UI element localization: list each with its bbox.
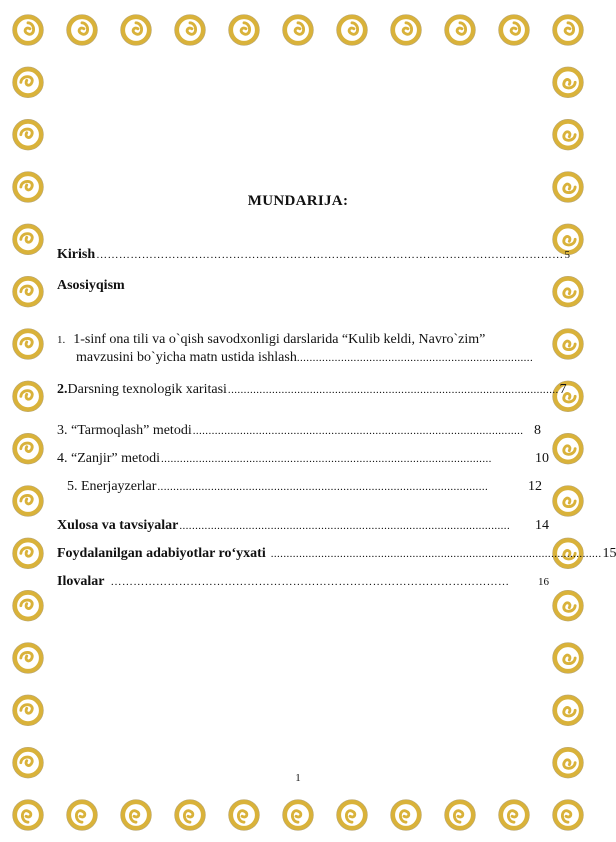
toc-label: Foydalanilgan adabiyotlar ro‘yxati	[57, 546, 266, 561]
border-motif	[13, 67, 43, 97]
toc-number: 2.	[57, 382, 68, 397]
toc-page: 12	[528, 479, 542, 494]
border-motif	[391, 15, 421, 45]
border-motif	[337, 800, 367, 830]
border-motif	[175, 800, 205, 830]
toc-entry-foydalanilgan	[57, 545, 616, 563]
toc-entry-1	[57, 331, 557, 367]
toc-label: Kirish	[57, 247, 96, 262]
page-title: MUNDARIJA:	[247, 193, 349, 209]
border-motif	[121, 800, 151, 830]
toc-page: 16	[538, 576, 549, 588]
toc-label: 3. “Tarmoqlash” metodi	[57, 423, 192, 438]
dot-leader: .........................................................................................................	[192, 425, 524, 437]
toc-page: 10	[535, 451, 549, 466]
border-motif	[13, 591, 43, 621]
toc-label: Xulosa va tavsiyalar	[57, 518, 179, 533]
toc-number: 1.	[57, 334, 66, 346]
border-motif	[553, 486, 583, 516]
border-motif	[229, 15, 259, 45]
border-motif	[13, 277, 43, 307]
border-motif	[283, 15, 313, 45]
dot-leader: ……………………………………………………………………………………………………………	[96, 249, 564, 261]
border-motif	[13, 800, 43, 830]
border-motif	[13, 695, 43, 725]
border-motif	[553, 695, 583, 725]
border-motif	[391, 800, 421, 830]
toc-label: Ilovalar	[57, 574, 105, 589]
toc-entry-xulosa	[57, 517, 549, 535]
border-motif	[499, 800, 529, 830]
border-motif	[283, 800, 313, 830]
border-motif	[13, 381, 43, 411]
border-motif	[229, 800, 259, 830]
border-motif	[13, 329, 43, 359]
border-motif	[553, 120, 583, 150]
border-motif	[553, 67, 583, 97]
toc-entry-5	[67, 478, 542, 496]
border-motif	[67, 800, 97, 830]
border-motif	[13, 486, 43, 516]
toc-entry-4	[57, 450, 549, 468]
toc-label-line1: 1-sinf ona tili va o`qish savodxonligi darslarida “Kulib keldi, Navro`zim”	[73, 332, 486, 347]
toc-page: 8	[534, 423, 541, 438]
toc-label: 4. “Zanjir” metodi	[57, 451, 161, 466]
border-motif	[499, 15, 529, 45]
border-motif	[175, 15, 205, 45]
toc-entry-3	[57, 422, 541, 440]
toc-page: 7	[559, 382, 567, 397]
border-motif	[13, 538, 43, 568]
border-motif	[553, 15, 583, 45]
border-motif	[13, 15, 43, 45]
border-motif	[337, 15, 367, 45]
border-motif	[13, 643, 43, 673]
dot-leader: .........................................................................................................	[179, 520, 511, 532]
toc-label: Darsning texnologik xaritasi	[67, 382, 227, 397]
dot-leader: .........................................................................................................	[157, 481, 489, 493]
border-motif	[13, 120, 43, 150]
toc-page: 14	[535, 518, 549, 533]
toc-entry-ilovalar	[57, 573, 549, 591]
toc-label-line2: mavzusini bo`yicha matn ustida ishlash	[76, 350, 297, 365]
toc-page: 5	[564, 249, 571, 261]
border-motif	[445, 800, 475, 830]
dot-leader: .........................................................................................................	[270, 548, 602, 560]
border-motif	[553, 329, 583, 359]
border-motif	[553, 277, 583, 307]
border-motif	[553, 434, 583, 464]
border-motif	[13, 434, 43, 464]
page-number: 1	[295, 772, 301, 784]
dot-leader: ...........................................................................	[296, 352, 534, 364]
toc-entry-kirish	[57, 246, 571, 264]
border-motif	[553, 591, 583, 621]
toc-page: 15	[602, 546, 616, 561]
border-motif	[13, 224, 43, 254]
dot-leader: ……………………………………………………………………………………………	[110, 576, 510, 588]
border-motif	[121, 15, 151, 45]
dot-leader: .........................................................................................................	[227, 384, 559, 396]
border-motif	[553, 643, 583, 673]
border-motif	[553, 800, 583, 830]
toc-label: 5. Enerjayzerlar	[67, 479, 157, 494]
toc-heading-asosiy: Asosiyqism	[57, 278, 125, 293]
border-motif	[445, 15, 475, 45]
dot-leader: .........................................................................................................	[161, 453, 492, 465]
border-motif	[67, 15, 97, 45]
toc-entry-2	[57, 381, 567, 399]
